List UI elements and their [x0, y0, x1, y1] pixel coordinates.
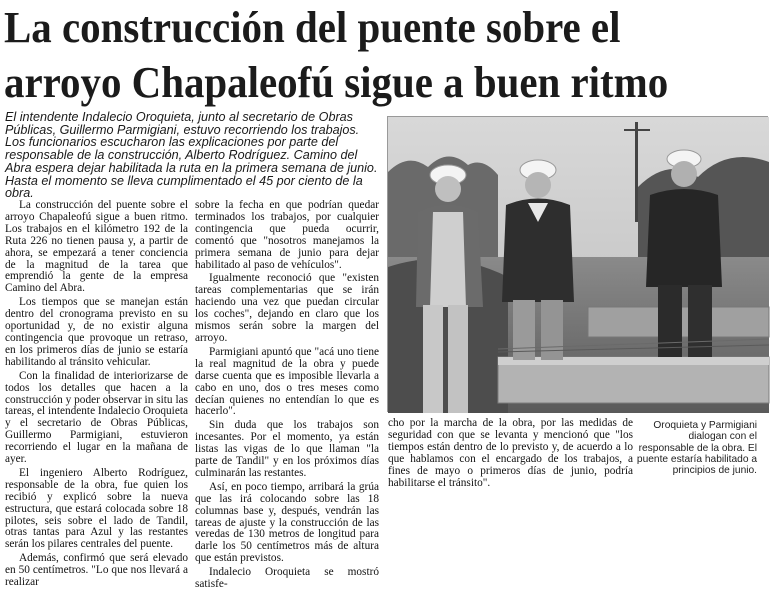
paragraph: cho por la marcha de la obra, por las medidas de seguridad con que se levanta y mencionó que "los tiempos están dentro de lo previsto y, de acuerdo a lo que hablamos con el encargado de los trabajos, a fines de mayo o primeros días de junio, podría habilitarse el tránsito". [388, 417, 633, 489]
paragraph: Sin duda que los trabajos son incesantes. Por el momento, ya están listas las vigas de lo que llaman "la parte de Tandil" y en los próximos días culminarán las restantes. [195, 419, 379, 479]
paragraph: Indalecio Oroquieta se mostró satisfe- [195, 566, 379, 591]
headline [4, 0, 715, 110]
article-column-3 [388, 417, 633, 489]
news-photo [387, 116, 768, 412]
paragraph: El ingeniero Alberto Rodríguez, responsable de la obra, fue quien los recibió y explicó sobre la nueva estructura, que estará colocada sobre 18 pilotes, seis sobre el lado de Tandil, otras tantas para Azul y las restantes serán los pilares centrales del puente. [5, 466, 188, 551]
photo-caption: Oroquieta y Parmigiani dialogan con el responsable de la obra. El puente estaría habilitado a principios de junio. [636, 420, 757, 477]
photo-illustration [388, 117, 769, 413]
paragraph: Parmigiani apuntó que "acá uno tiene la real magnitud de la obra y puede darse cuenta que es imposible llevarla a cabo en uno, dos o tres meses como decían quienes no entendían lo que es hacerlo". [195, 345, 379, 418]
paragraph: sobre la fecha en que podrían quedar terminados los trabajos, por cualquier contingencia que pueda ocurrir, comentó que "nosotros manejamos la primera semana de junio para dejar habilitado al paso de vehículos". [195, 199, 379, 271]
paragraph: Igualmente reconoció que "existen tareas complementarias que se irán haciendo una vez que puedan circular los coches", dejando en claro que los mismos serán sobre la margen del arroyo. [195, 272, 379, 344]
article-column-2 [195, 199, 379, 591]
deck-text: El intendente Indalecio Oroquieta, junto al secretario de Obras Públicas, Guillermo Parmigiani, estuvo recorriendo los trabajos. Los funcionarios escucharon las explicaciones por parte del responsable de la construcción, Alberto Rodríguez. Camino del Abra espera dejar habilitada la ruta en la primera semana de junio. Hasta el momento se lleva cumplimentado el 45 por ciento de la obra. [5, 110, 378, 201]
paragraph: La construcción del puente sobre el arroyo Chapaleofú sigue a buen ritmo. Los trabajos en el kilómetro 192 de la Ruta 226 no tienen pausa y, a partir de ahora, se empezará a tener conciencia de la magnitud de la tarea que emprendió la gente de la empresa Camino del Abra. [5, 199, 188, 295]
headline-line-1: La construcción del puente sobre el [4, 3, 621, 52]
headline-line-2: arroyo Chapaleofú sigue a buen ritmo [4, 58, 669, 107]
paragraph: Los tiempos que se manejan están dentro del cronograma previsto en su oportunidad y, de no existir alguna contingencia que provoque un retraso, en los primeros días de junio se estaría habilitando al tránsito vehicular. [5, 296, 188, 368]
paragraph: Así, en poco tiempo, arribará la grúa que las irá colocando sobre las 18 columnas base y, después, vendrán las tareas de ajuste y la construcción de las veredas de 130 metros de longitud para darle los 50 centímetros más de altura que están previstos. [195, 480, 379, 565]
deck-summary [5, 111, 382, 200]
article-column-1 [5, 199, 188, 589]
paragraph: Además, confirmó que será elevado en 50 centímetros. "Lo que nos llevará a realizar [5, 552, 188, 589]
paragraph: Con la finalidad de interiorizarse de todos los detalles que hacen a la construcción y poder observar in situ las tareas, el intendente Indalecio Oroquieta y el secretario de Obras Públicas, Guillermo Parmigiani, estuvieron recorriendo el lugar en la mañana de ayer. [5, 369, 188, 466]
